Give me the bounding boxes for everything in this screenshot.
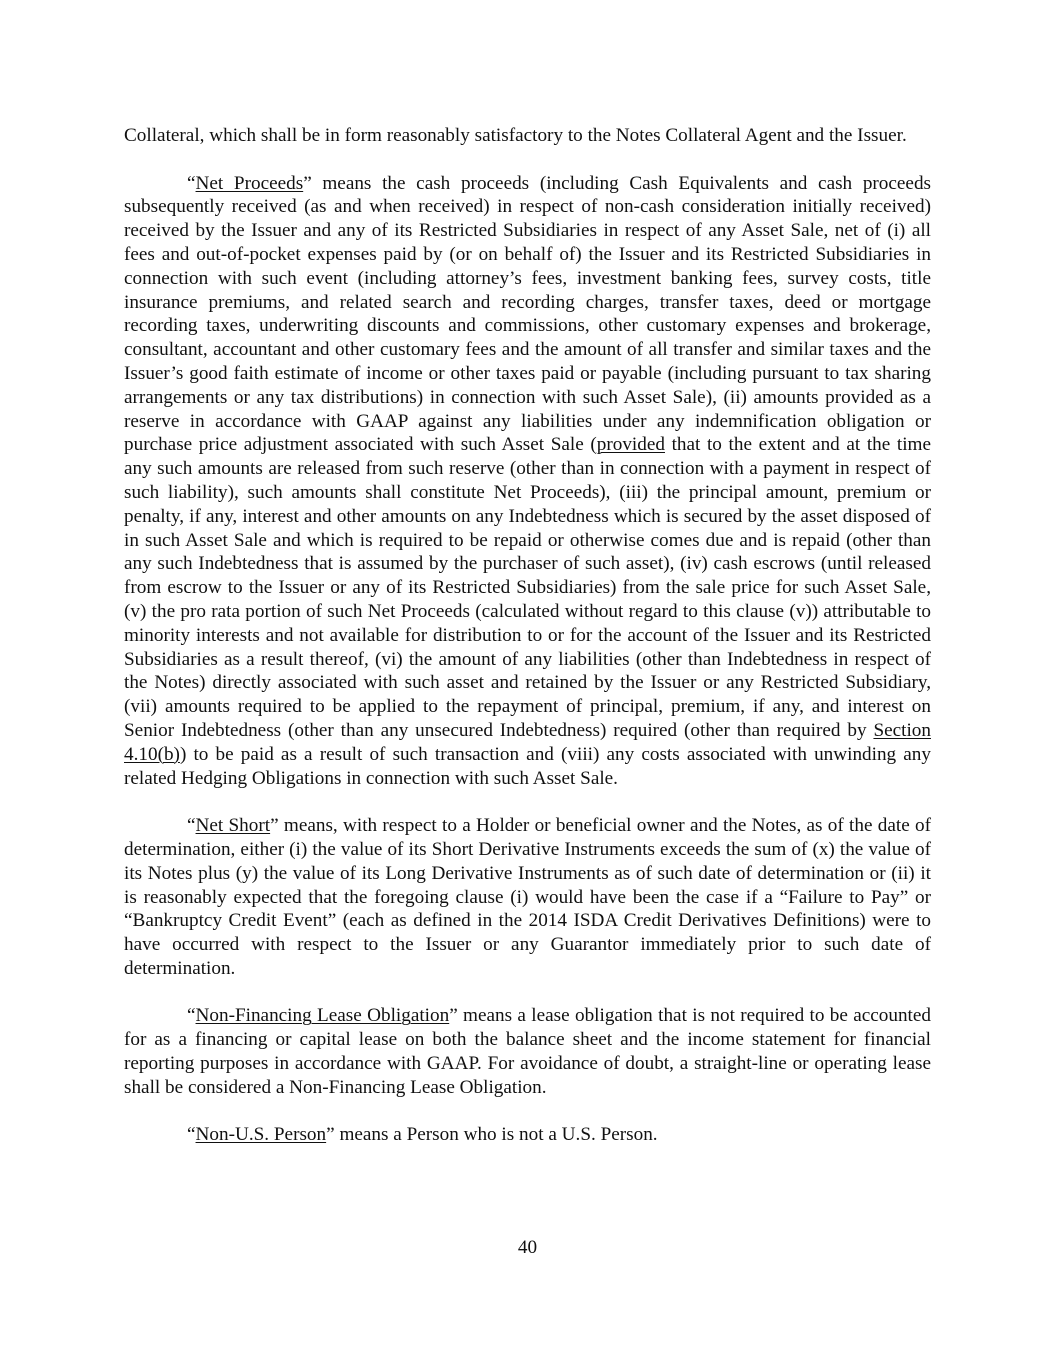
definition-text: ” means a lease obligation that is not required to be accounted for as a financing or capital lease on both the balance sheet and the income statement for financial reporting purposes in accordance with GAAP. For avoidance of doubt, a straight-line or operating lease shall be considered a Non-Financing Lease Obligation. [124, 1005, 931, 1098]
open-quote: “ [187, 172, 196, 194]
document-page [124, 124, 931, 1147]
page-number: 40 [517, 1237, 538, 1258]
defined-term-net-short: Net Short [195, 815, 271, 837]
section-reference-4-10-b: Section 4.10(b) [124, 719, 931, 765]
paragraph-collateral-continuation [124, 124, 931, 148]
defined-term-non-us-person: Non-U.S. Person [195, 1124, 327, 1146]
provided-term: provided [596, 434, 665, 456]
open-quote: “ [187, 1005, 196, 1027]
paragraph-text: Collateral, which shall be in form reasonably satisfactory to the Notes Collateral Agent and the Issuer. [124, 125, 907, 146]
definition-non-financing-lease-obligation [124, 1004, 931, 1099]
open-quote: “ [187, 1124, 196, 1146]
defined-term-net-proceeds: Net Proceeds [195, 172, 304, 194]
defined-term-non-financing-lease-obligation: Non-Financing Lease Obligation [195, 1005, 450, 1027]
definition-text: ” means the cash proceeds (including Cash Equivalents and cash proceeds subsequently received (as and when received) in respect of non-cash consideration initially received) received by the Issuer and any of its Restricted Subsidiaries in respect of any Asset Sale, net of (i) all fees and out-of-pocket expenses paid by (or on behalf of) the Issuer and its Restricted Subsidiaries in connection with such event (including attorney’s fees, investment banking fees, survey costs, title insurance premiums, and related search and recording charges, transfer taxes, deed or mortgage recording taxes, underwriting discounts and commissions, other customary expenses and brokerage, consultant, accountant and other customary fees and the amount of all transfer and similar taxes and the Issuer’s good faith estimate of income or other taxes paid or payable (including pursuant to tax sharing arrangements or any tax distributions) in connection with such Asset Sale), (ii) amounts provided as a reserve in accordance with GAAP against any liabilities under any indemnification obligation or purchase price adjustment associated with such Asset Sale ( [124, 172, 932, 456]
definition-net-proceeds [124, 172, 931, 791]
definition-non-us-person [124, 1123, 931, 1147]
definition-text: ” means, with respect to a Holder or beneficial owner and the Notes, as of the date of determination, either (i) the value of its Short Derivative Instruments exceeds the sum of (x) the value of its Notes plus (y) the value of its Long Derivative Instruments as of such date of determination or (ii) it is reasonably expected that the foregoing clause (i) would have been the case if a “Failure to Pay” or “Bankruptcy Credit Event” (each as defined in the 2014 ISDA Credit Derivatives Definitions) were to have occurred with respect to the Issuer or any Guarantor immediately prior to such date of determination. [124, 815, 931, 979]
definition-net-short [124, 814, 931, 981]
open-quote: “ [187, 815, 196, 837]
definition-text: ” means a Person who is not a U.S. Person. [326, 1124, 658, 1146]
definition-text: ) to be paid as a result of such transaction and (viii) any costs associated with unwinding any related Hedging Obligations in connection with such Asset Sale. [124, 743, 931, 789]
definition-text: that to the extent and at the time any such amounts are released from such reserve (other than in connection with a payment in respect of such liability), such amounts shall constitute Net Proceeds), (iii) the principal amount, premium or penalty, if any, interest and other amounts on any Indebtedness which is secured by the asset disposed of in such Asset Sale and which is required to be repaid or otherwise comes due and is repaid (other than any such Indebtedness that is assumed by the purchaser of such asset), (iv) cash escrows (until released from escrow to the Issuer or any of its Restricted Subsidiaries) from the sale price for such Asset Sale, (v) the pro rata portion of such Net Proceeds (calculated without regard to this clause (v)) attributable to minority interests and not available for distribution to or for the account of the Issuer and its Restricted Subsidiaries as a result thereof, (vi) the amount of any liabilities (other than Indebtedness in respect of the Notes) directly associated with such asset and retained by the Issuer or any Restricted Subsidiary, (vii) amounts required to be applied to the repayment of principal, premium, if any, and interest on Senior Indebtedness (other than any unsecured Indebtedness) required (other than required by [124, 434, 931, 741]
